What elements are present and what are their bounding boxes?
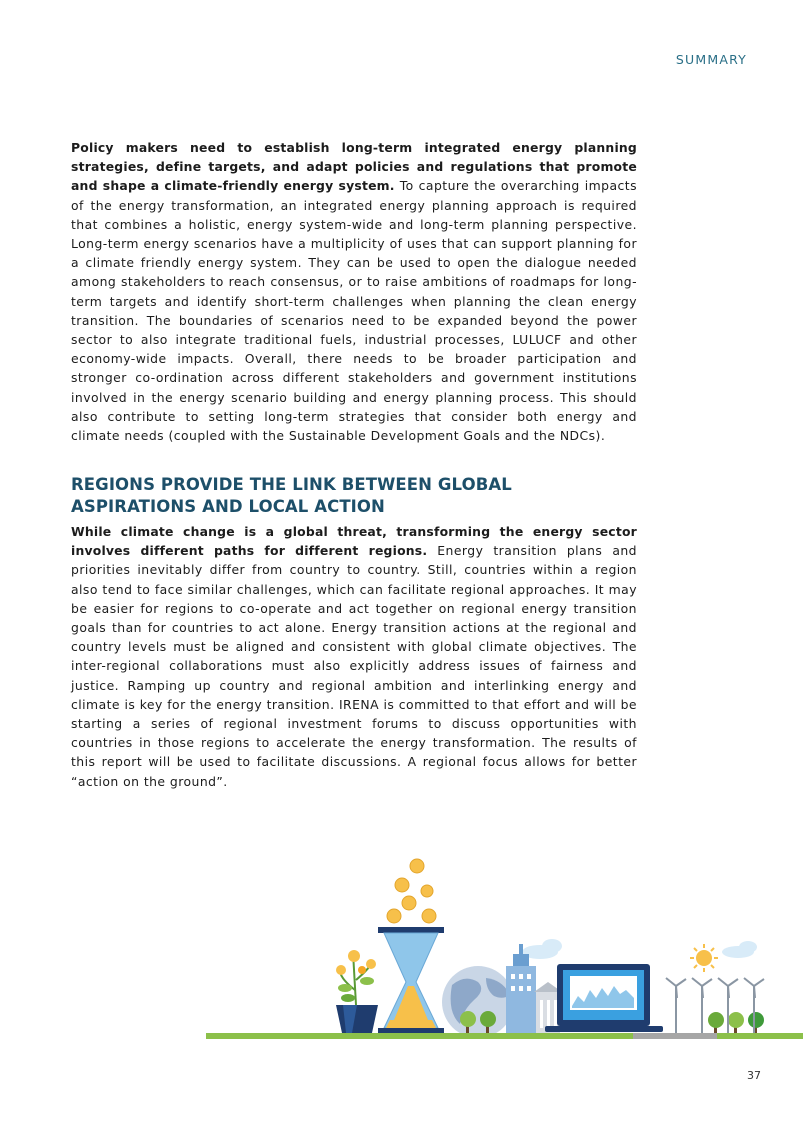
paragraph-lead-bold: While climate change is a global threat, transforming the energy sector involves different paths for different regions.	[71, 524, 637, 559]
coins-icon	[387, 859, 436, 923]
heading-line-1: REGIONS PROVIDE THE LINK BETWEEN GLOBAL	[71, 475, 512, 494]
paragraph-body: Energy transition plans and priorities inevitably differ from country to country. Still, countries within a region also tend to face similar challenges, which can facilitate regional approaches. It may be easier for regions to co-operate and act together on regional energy transition goals than for countries to act alone. Energy transition actions at the regional and country levels must be aligned and consistent with global climate objectives. The inter-regional collaborations must also explicitly address issues of fairness and justice. Ramping up country and regional ambition and interlinking energy and climate is key for the energy transition. IRENA is committed to that effort and will be starting a series of regional investment forums to discuss opportunities with countries in those regions to accelerate the energy transformation. The results of this report will be used to facilitate discussions. A regional focus allows for better “action on the ground”.	[71, 543, 637, 789]
paragraph-regions	[71, 522, 637, 791]
section-label: SUMMARY	[675, 52, 747, 67]
ground-strip	[206, 1033, 803, 1039]
plant-pot-icon	[336, 950, 378, 1033]
page-number: 37	[747, 1069, 761, 1082]
section-heading	[71, 474, 637, 518]
paragraph-planning-strategies	[71, 138, 637, 445]
globe-icon	[442, 966, 514, 1038]
energy-transition-illustration	[0, 840, 803, 1050]
laptop-chart-icon	[545, 964, 663, 1032]
hourglass-icon	[378, 927, 444, 1034]
sun-icon	[690, 944, 718, 972]
heading-line-2: ASPIRATIONS AND LOCAL ACTION	[71, 497, 385, 516]
cloud-icon	[522, 939, 757, 959]
paragraph-body: To capture the overarching impacts of the energy transformation, an integrated energy planning approach is required that combines a holistic, energy system-wide and long-term planning perspective. Long-term energy scenarios have a multiplicity of uses that can support planning for a climate friendly energy system. They can be used to open the dialogue needed among stakeholders to reach consensus, or to raise ambitions of roadmaps for long-term targets and identify short-term challenges when planning the clean energy transition. The boundaries of scenarios need to be expanded beyond the power sector to also integrate traditional fuels, industrial processes, LULUCF and other economy-wide impacts. Overall, there needs to be broader participation and stronger co-ordination across different stakeholders and government institutions involved in the energy scenario building and energy planning process. This should also contribute to setting long-term strategies that consider both energy and climate needs (coupled with the Sustainable Development Goals and the NDCs).	[71, 178, 637, 444]
paragraph-lead-bold: Policy makers need to establish long-term integrated energy planning strategies, define targets, and adapt policies and regulations that promote and shape a climate-friendly energy system.	[71, 140, 637, 194]
